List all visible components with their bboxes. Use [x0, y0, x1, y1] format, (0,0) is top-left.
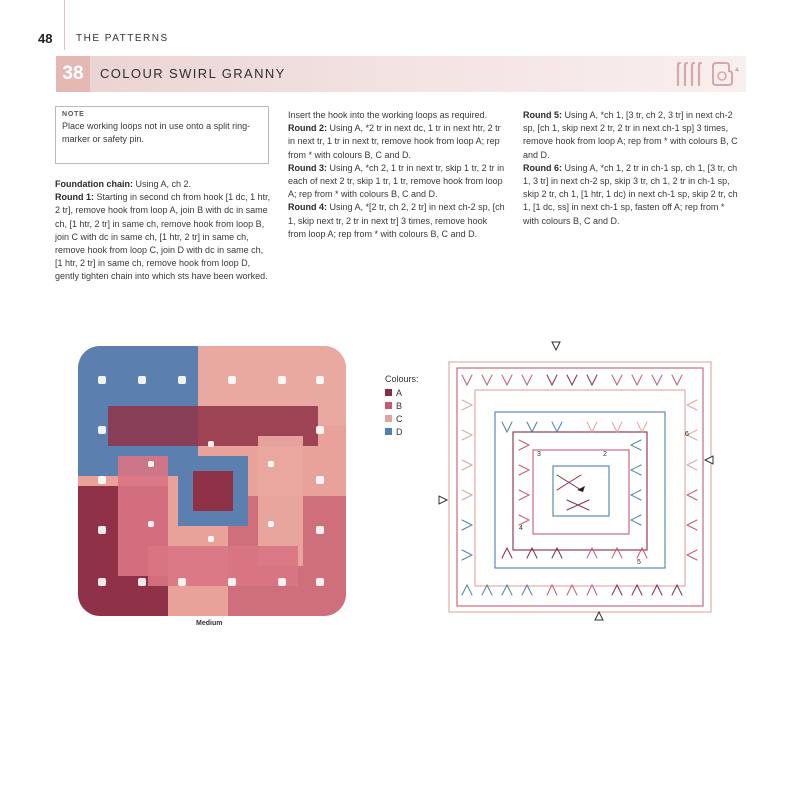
round-label: 6	[685, 431, 689, 438]
working-loops-note: Insert the hook into the working loops as required.	[288, 110, 488, 120]
round-1: Round 1: Starting in second ch from hook [1 dc, 1 htr, 2 tr], remove hook from loop A, join B with dc in same ch, [1 htr, 2 tr] in same ch, remove hook from loop B, join C with dc in same ch, [1 htr, 2 tr] in same ch, remove hook from loop C, join D with dc in same ch, [1 htr, 2 tr] in same ch, remove hook from loop D, gently tighten chain into which sts have been worked.	[55, 192, 271, 282]
start-arrow-icon	[705, 456, 713, 464]
colour-swatch	[385, 402, 392, 409]
pattern-title: COLOUR SWIRL GRANNY	[100, 66, 286, 81]
section-title: THE PATTERNS	[76, 33, 169, 44]
colour-key-item: C	[385, 412, 419, 425]
pattern-title-bar	[56, 56, 746, 92]
round-label: 5	[637, 559, 641, 566]
instructions-column-3	[523, 109, 741, 228]
yarn-ball-icon	[710, 61, 740, 87]
stitch-diagram	[437, 340, 727, 630]
round-3: Round 3: Using A, *ch 2, 1 tr in next tr, skip 1 tr, 2 tr in each of next 2 tr, skip 1 tr, 1 tr, remove hook from loop A; rep from * with colours B, C and D.	[288, 162, 505, 200]
granny-square-photo	[78, 346, 346, 616]
instructions-column-2	[288, 109, 506, 241]
photo-caption: Medium	[196, 620, 223, 627]
pattern-number: 38	[56, 56, 90, 92]
colour-key	[385, 374, 419, 438]
round-5: Round 5: Using A, *ch 1, [3 tr, ch 2, 3 tr] in next ch-2 sp, [ch 1, skip next 2 tr, 2 tr in next ch-1 sp] 3 times, remove hook from loop A; rep from * with colours B, C and D.	[523, 110, 738, 160]
round-label: 2	[603, 451, 607, 458]
note-box	[55, 106, 269, 164]
round-4: Round 4: Using A, *[2 tr, ch 2, 2 tr] in next ch-2 sp, [ch 1, skip next tr, 2 tr in next tr] 3 times, remove hook from loop A; rep from * with colours B, C and D.	[288, 202, 505, 239]
start-arrow-icon	[552, 342, 560, 350]
colour-swatch	[385, 415, 392, 422]
colour-key-item: D	[385, 425, 419, 438]
colour-swatch	[385, 389, 392, 396]
crochet-hooks-icon	[674, 60, 702, 88]
start-arrow-icon	[595, 612, 603, 620]
colour-key-title: Colours:	[385, 374, 419, 384]
round-label: 3	[537, 451, 541, 458]
colour-key-item: B	[385, 399, 419, 412]
colour-key-item: A	[385, 386, 419, 399]
round-6: Round 6: Using A, *ch 1, 2 tr in ch-1 sp, ch 1, [3 tr, ch 1, 3 tr] in next ch-2 sp, skip 3 tr, ch 1, 2 tr in ch-1 sp, skip 2 tr, ch 1, [1 htr, 1 dc) in next ch-1 sp, skip 2 tr, ch 1, [1 dc, ss] in next ch-1 sp, fasten off A; rep from * with colours B, C and D.	[523, 162, 738, 226]
page-number: 48	[38, 31, 53, 46]
foundation-chain: Foundation chain: Using A, ch 2.	[55, 179, 192, 189]
round-label: 4	[519, 525, 523, 532]
header-rule	[64, 0, 65, 50]
start-arrow-icon	[439, 496, 447, 504]
note-label: NOTE	[62, 111, 85, 118]
instructions-column-1	[55, 178, 273, 284]
colour-swatch	[385, 428, 392, 435]
note-text: Place working loops not in use onto a split ring-marker or safety pin.	[62, 121, 251, 144]
round-2: Round 2: Using A, *2 tr in next dc, 1 tr in next htr, 2 tr in next tr, 1 tr in next tr, remove hook from loop A; rep from * with colours B, C and D.	[288, 123, 501, 160]
